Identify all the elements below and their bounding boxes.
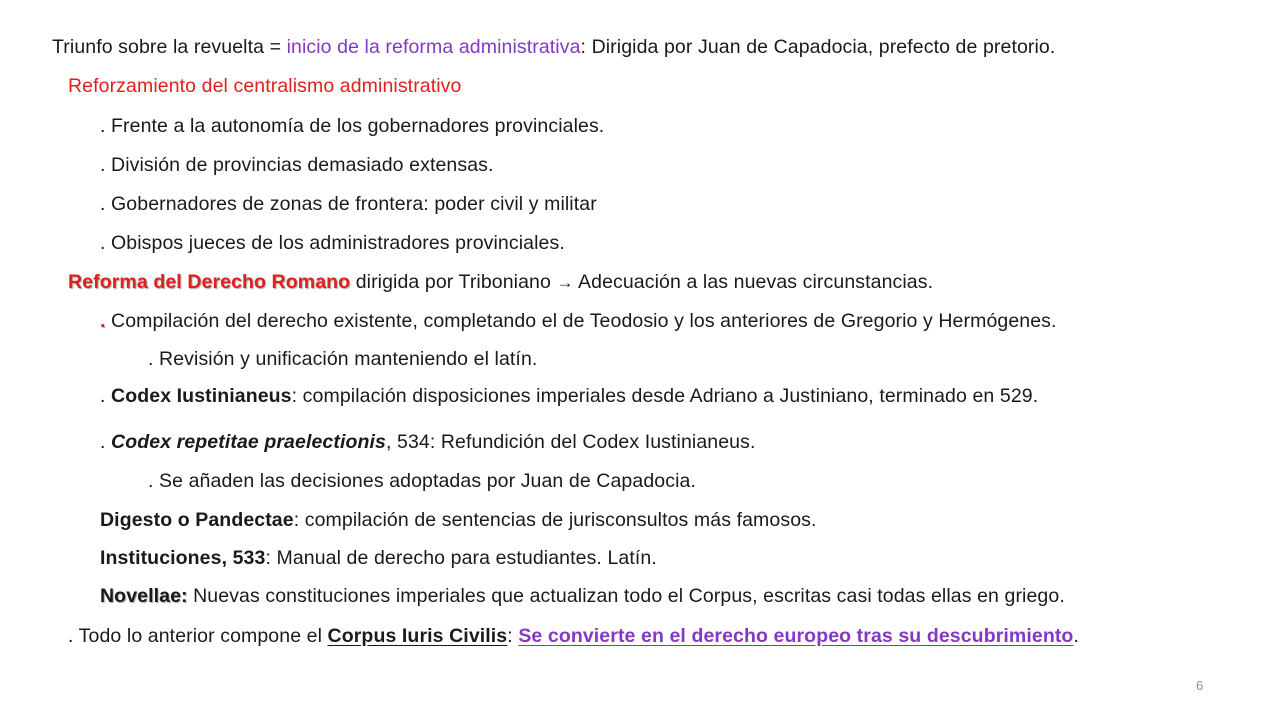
codex-title: Codex Iustinianeus [111, 385, 292, 407]
corpus-highlight-link: Se convierte en el derecho europeo tras su descubrimiento [518, 625, 1074, 647]
digesto-title: Digesto o Pandectae [100, 509, 294, 531]
codex-text: : compilación disposiciones imperiales desde Adriano a Justiniano, terminado en 529. [291, 385, 1039, 407]
reforma-title: Reforma del Derecho Romano [68, 271, 351, 293]
heading-centralismo: Reforzamiento del centralismo administrativo [68, 75, 462, 97]
bullet-repetitae [100, 430, 756, 454]
intro-text-1: Triunfo sobre la revuelta = [52, 36, 287, 58]
bullet-instituciones [100, 546, 657, 570]
novellae-title: Novellae: [100, 585, 188, 607]
right-arrow-icon: → [556, 273, 574, 292]
bullet-compilacion [100, 309, 1057, 333]
reforma-text-2: Adecuación a las nuevas circunstancias. [573, 271, 934, 293]
repetitae-title: Codex repetitae praelectionis [111, 431, 386, 453]
bullet-gobernadores: . Gobernadores de zonas de frontera: poder civil y militar [100, 193, 597, 215]
codex-prefix: . [100, 385, 112, 407]
bullet-revision: . Revisión y unificación manteniendo el latín. [148, 348, 538, 370]
bullet-novellae [100, 584, 1065, 608]
intro-highlight: inicio de la reforma administrativa [286, 36, 581, 58]
intro-text-2: : Dirigida por Juan de Capadocia, prefecto de pretorio. [580, 36, 1056, 58]
compilacion-text: Compilación del derecho existente, completando el de Teodosio y los anteriores de Gregorio y Hermógenes. [105, 310, 1057, 332]
corpus-line [68, 624, 1079, 648]
reforma-text: dirigida por Triboniano [350, 271, 557, 293]
bullet-division: . División de provincias demasiado extensas. [100, 154, 494, 176]
novellae-text: Nuevas constituciones imperiales que actualizan todo el Corpus, escritas casi todas ellas en griego. [187, 585, 1065, 607]
bullet-digesto [100, 508, 817, 532]
repetitae-prefix: . [100, 431, 112, 453]
repetitae-text: , 534: Refundición del Codex Iustinianeus. [385, 431, 756, 453]
bullet-obispos: . Obispos jueces de los administradores provinciales. [100, 232, 565, 254]
corpus-end: . [1073, 625, 1079, 647]
digesto-text: : compilación de sentencias de jurisconsultos más famosos. [293, 509, 817, 531]
corpus-prefix: . Todo lo anterior compone el [68, 625, 328, 647]
bullet-autonomia: . Frente a la autonomía de los gobernadores provinciales. [100, 115, 605, 137]
corpus-title: Corpus Iuris Civilis [327, 625, 508, 647]
bullet-decisiones: . Se añaden las decisiones adoptadas por Juan de Capadocia. [148, 470, 696, 492]
compilacion-dot: . [100, 310, 106, 332]
instituciones-text: : Manual de derecho para estudiantes. Latín. [265, 547, 657, 569]
page-number: 6 [1196, 678, 1204, 693]
bullet-codex [100, 384, 1038, 408]
intro-line [52, 35, 1055, 59]
heading-reforma-derecho [68, 270, 933, 295]
instituciones-title: Instituciones, 533 [100, 547, 266, 569]
corpus-separator: : [507, 625, 519, 647]
